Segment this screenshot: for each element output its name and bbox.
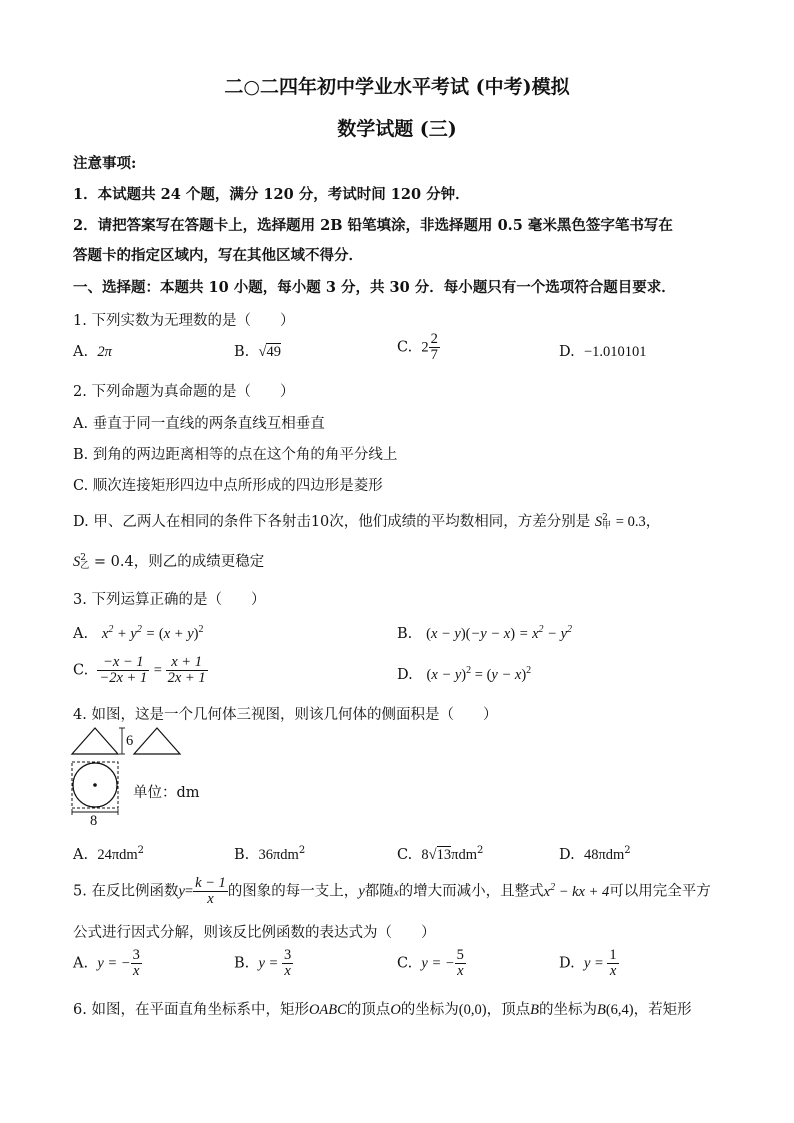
q1-option-d [559,344,647,361]
q5-stem-b: 的图象的每一支上， [227,883,359,900]
q1-b-value: 49 [266,344,281,360]
q5-option-a: A. y = − $\frac{3}{x}$ [73,947,140,980]
q6-stem-d: ，顶点 [486,1002,531,1018]
q5-option-d: D. y = $\frac{1}{x}$ [559,947,617,980]
q2-d-variance-2: = 0.4，则乙的成绩更稳定 [93,554,265,570]
q3-option-c: C. $\frac{-x - 1}{-2x + 1}$ = $\frac{x + 1}{2x + 1}$ [73,654,206,687]
q5-b-label: B. [234,955,250,972]
q4-c-unit: πdm [451,846,477,863]
q1-d-label: D. [559,344,575,360]
q3-option-b: B. $(x - y)(-y - x) = x^2 - y^2$ [397,624,573,642]
q1-a-value: 2π [97,344,112,360]
notes-item-2b: 答题卡的指定区域内，写在其他区域不得分． [73,247,363,264]
q5-stem-line1: 5. 在反比例函数y= $\frac{k - 1}{x}$ 的图象的每一支上，y都随x的增大而减小，且整式$x^2$ − kx + 4可以用完全平方 [73,875,711,908]
q2-option-b: B. 到角的两边距离相等的点在这个角的角平分线上 [73,447,398,463]
q4-d-value: 48πdm [583,846,625,863]
q1-d-value: −1.010101 [583,344,647,360]
q3-a-label: A. [73,625,89,642]
three-view-figure [66,724,184,834]
notes-item-2a: 2．请把答案写在答题卡上，选择题用 2B 铅笔填涂，非选择题用 0.5 毫米黑色签字笔书写在 [73,217,673,234]
q3-d-label: D. [397,666,413,683]
q5-stem-d: 的增大而减小，且整式 [398,883,544,900]
q6-stem-b: 的顶点 [346,1002,391,1018]
q5-stem-line2: 公式进行因式分解，则该反比例函数的表达式为（ ） [73,925,436,941]
q5-a-label: A. [73,955,89,972]
q2-d-variance-1: = 0.3， [615,514,661,530]
q5-option-c: C. y = − $\frac{5}{x}$ [397,947,464,980]
q1-b-label: B. [234,344,250,360]
q5-c-label: C. [397,955,413,972]
q3-option-a: A. $x^2 + y^2 = (x + y)^2$ [73,624,204,642]
q1-c-label: C. [397,339,413,356]
q1-c-denominator: 7 [430,347,438,364]
q4-a-label: A. [73,846,89,863]
q1-option-c [397,332,440,363]
q4-b-value: 36πdm [258,846,299,863]
q3-stem: 3. 下列运算正确的是（ ） [73,592,266,608]
q6-stem-e: 的坐标为 [538,1002,597,1018]
circle-center-dot [93,783,97,787]
dimension-height-label: 6 [126,733,134,749]
q4-c-label: C. [397,846,413,863]
q6-stem-a: 6. 如图，在平面直角坐标系中，矩形 [73,1002,309,1018]
q4-option-d: D. 48πdm$^2$ [559,845,631,863]
q5-stem-c: 都随 [364,883,394,900]
q2-option-d-line1: D. 甲、乙两人在相同的条件下各射击10次，他们成绩的平均数相同，方差分别是 S 2 甲 = 0.3， [73,512,661,531]
notes-item-1: 1．本试题共 24 个题，满分 120 分，考试时间 120 分钟． [73,186,470,203]
q2-d-text: D. 甲、乙两人在相同的条件下各射击10次，他们成绩的平均数相同，方差分别是 [73,514,591,530]
sqrt-icon: √ [428,846,437,863]
q1-c-numerator: 2 [430,331,438,347]
q1-option-a [73,344,112,361]
front-view-triangle [72,728,118,754]
q1-stem: 1. 下列实数为无理数的是（ ） [73,313,295,329]
section-heading: 一、选择题：本题共 10 小题，每小题 3 分，共 30 分．每小题只有一个选项符合题目要求． [73,279,676,296]
q4-option-a: A. 24πdm$^2$ [73,845,145,863]
q3-c-label: C. [73,662,89,679]
side-view-triangle [134,728,180,754]
q5-stem-e: 可以用完全平方 [609,883,711,900]
q3-option-d: D. $(x - y)^2 = (y - x)^2$ [397,665,532,683]
q6-stem-f: ，若矩形 [633,1002,692,1018]
q2-option-d-line2: S 2 乙 = 0.4，则乙的成绩更稳定 [73,552,265,571]
q2-stem: 2. 下列命题为真命题的是（ ） [73,384,295,400]
q5-d-label: D. [559,955,575,972]
q4-c-coefficient: 8 [421,846,429,863]
q6-stem: 6. 如图，在平面直角坐标系中，矩形OABC的顶点O的坐标为(0,0)，顶点B的坐标为B(6,4)，若矩形 [73,1002,692,1018]
q4-d-label: D. [559,846,575,863]
exam-subtitle: 数学试题 (三) [337,118,457,140]
q6-stem-c: 的坐标为 [400,1002,459,1018]
q1-option-b [234,344,281,361]
exam-title: 二○二四年初中学业水平考试 (中考)模拟 [224,76,570,98]
q3-b-label: B. [397,625,413,642]
q4-option-b: B. 36πdm$^2$ [234,845,306,863]
q4-b-label: B. [234,846,250,863]
q4-option-c: C. 8√13πdm$^2$ [397,845,484,863]
q1-c-integer: 2 [421,339,429,356]
q2-option-c: C. 顺次连接矩形四边中点所形成的四边形是菱形 [73,478,383,494]
notes-heading: 注意事项: [73,155,137,172]
q4-stem: 4. 如图，这是一个几何体三视图，则该几何体的侧面积是（ ） [73,707,498,723]
sqrt-icon: √ [258,344,267,360]
q1-a-label: A. [73,344,89,360]
q4-c-radicand: 13 [436,846,452,863]
q5-stem-a: 5. 在反比例函数 [73,883,179,900]
q5-option-b: B. y = $\frac{3}{x}$ [234,947,292,980]
q2-option-a: A. 垂直于同一直线的两条直线互相垂直 [73,416,325,432]
dimension-width-label: 8 [90,813,98,829]
q4-a-value: 24πdm [97,846,138,863]
unit-label: 单位：dm [133,785,200,801]
